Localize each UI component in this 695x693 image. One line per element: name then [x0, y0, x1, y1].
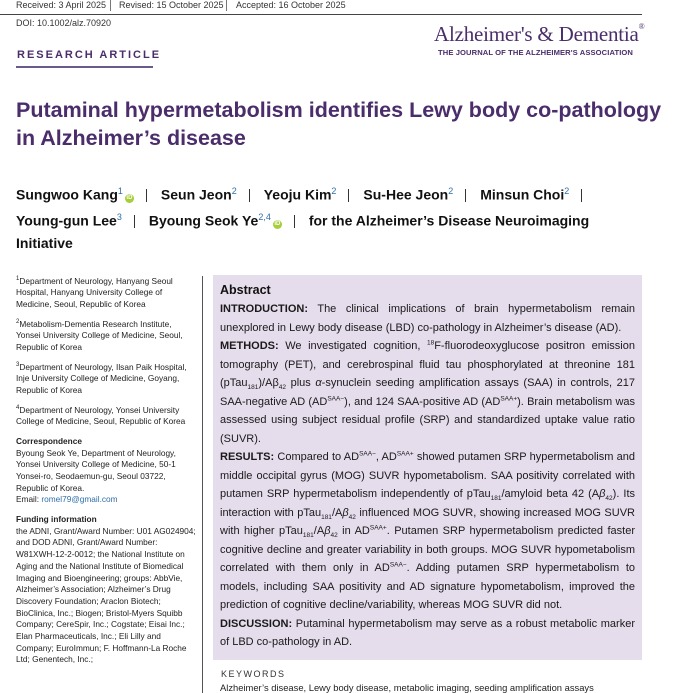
column-divider — [202, 276, 203, 693]
divider — [134, 215, 135, 228]
divider — [581, 189, 582, 202]
left-column — [16, 274, 196, 666]
abstract-introduction: INTRODUCTION: The clinical implications of brain hypermetabolism remain unexplored in Lewy body disease (LBD) co-pathology in Alzheimer’s disease (AD). — [220, 303, 636, 334]
funding-heading: Funding information — [16, 514, 97, 525]
article-type-underline — [16, 66, 153, 68]
author[interactable]: Young-gun Lee$^3$ — [16, 212, 122, 229]
divider — [294, 215, 295, 228]
author[interactable]: Yeoju Kim$^2$ — [263, 186, 337, 203]
abstract-methods: METHODS: We investigated cognition, $^{18}$F-fluorodeoxyglucose positron emission tomography (PET), and cerebrospinal fluid tau phosphorylated at threonine 181 $(pTau_{181})/A\beta_{42}$ plus α-synuclein seeding amplification assays (SAA) in controls, 217 SAA-negative AD $(AD^{SAA-})$, and 124 SAA-positive AD $(AD^{SAA+})$. Brain metabolism was assessed using subject residual profile (SRP) and standardized uptake value ratio (SUVR). — [220, 339, 636, 445]
affiliation: $^4$Department of Neurology, Yonsei University College of Medicine, Seoul, Republic of Korea — [16, 404, 186, 427]
journal-subtitle: THE JOURNAL OF THE ALZHEIMER'S ASSOCIATION — [438, 48, 634, 57]
correspondence-email-line: Email: romel79@gmail.com — [16, 494, 118, 505]
registered-mark: ® — [638, 22, 645, 31]
received-date: Received: 3 April 2025 — [16, 0, 107, 10]
author[interactable]: Minsun Choi$^2$ — [480, 186, 570, 203]
divider — [110, 0, 111, 11]
email-link[interactable]: romel79@gmail.com — [41, 494, 118, 505]
divider — [146, 189, 147, 202]
abstract-discussion: DISCUSSION: Putaminal hypermetabolism may serve as a robust metabolic marker of LBD co-pathology in AD. — [220, 617, 635, 648]
divider — [226, 0, 227, 11]
author[interactable]: Byoung Seok Ye$^{2,4}$iD — [148, 212, 281, 229]
abstract-results: RESULTS: Compared to $AD^{SAA-}$, $AD^{SAA+}$ showed putamen SRP hypermetabolism and middle occipital gyrus (MOG) SUVR hypometabolism. SAA positivity correlated with putamen SRP hypermetabolism independently of pTau$_{181}$/amyloid beta 42 $(A\beta_{42})$. Its interaction with $pTau_{181}/A\beta_{42}$ influenced MOG SUVR, showing increased MOG SUVR with higher $pTau_{181}/A\beta_{42}$ in $AD^{SAA+}$. Putamen SRP hypermetabolism predicted faster cognitive decline and greater variability in both groups. MOG SUVR hypometabolism correlated with them only in $AD^{SAA-}$. Adding putamen SRP hypermetabolism to models, including SAA positivity and AD signature hypometabolism, improved the prediction of cognitive decline/variability, whereas MOG SUVR did not. — [220, 450, 636, 611]
author-list — [16, 180, 636, 255]
article-title: Putaminal hypermetabolism identifies Lewy body co-pathology in Alzheimer’s disease — [16, 98, 662, 150]
abstract-body — [220, 300, 635, 652]
doi[interactable]: DOI: 10.1002/alz.70920 — [16, 18, 112, 28]
author[interactable]: Su-Hee Jeon$^2$ — [363, 186, 454, 203]
affiliation: $^3$Department of Neurology, Ilsan Paik Hospital, Inje University College of Medicine, Goyang, Republic of Korea — [16, 361, 187, 395]
keywords-list: Alzheimer’s disease, Lewy body disease, metabolic imaging, seeding amplification assays — [220, 682, 594, 693]
journal-logo[interactable] — [434, 22, 645, 47]
received-dates-bar — [0, 0, 642, 15]
author[interactable]: Seun Jeon$^2$ — [160, 186, 237, 203]
divider — [249, 189, 250, 202]
orcid-icon[interactable]: iD — [274, 220, 281, 227]
funding-text: the ADNI, Grant/Award Number: U01 AG024904; and DOD ADNI, Grant/Award Number: W81XWH-12-2-0012; the National Institute on Aging and the National Institute of Biomedical Imaging and Bioengineering; groups: AbbVie, Alzheimer’s Association; Alzheimer’s Drug Discovery Foundation; Araclon Biotech; BioClinica, Inc.; Biogen; Bristol-Myers Squibb Company; CereSpir, Inc.; Cogstate; Eisai Inc.; Elan Pharmaceuticals, Inc.; Eli Lilly and Company; EuroImmun; F. Hoffmann-La Roche Ltd; Genentech, Inc.; — [16, 525, 196, 665]
keywords-heading: KEYWORDS — [221, 669, 286, 679]
divider — [465, 189, 466, 202]
author[interactable]: Sungwoo Kang$^1$iD — [16, 186, 133, 203]
affiliation: $^1$Department of Neurology, Hanyang Seoul Hospital, Hanyang University College of Medicine, Seoul, Republic of Korea — [16, 275, 173, 310]
correspondence-text: Byoung Seok Ye, Department of Neurology, Yonsei University College of Medicine, 50-1 Yonsei-ro, Seodaemun-gu, Seoul 03722, Republic of Korea. — [16, 447, 176, 493]
accepted-date: Accepted: 16 October 2025 — [236, 0, 346, 10]
divider — [348, 189, 349, 202]
abstract-heading: Abstract — [220, 283, 271, 297]
journal-name: Alzheimer's & Dementia — [434, 22, 639, 46]
affiliation: $^2$Metabolism-Dementia Research Institute, Yonsei University College of Medicine, Seoul, Republic of Korea — [16, 318, 183, 353]
author-group[interactable]: for the Alzheimer’s Disease Neuroimaging Initiative — [16, 212, 590, 252]
correspondence-heading: Correspondence — [16, 435, 82, 446]
revised-date: Revised: 15 October 2025 — [119, 0, 224, 10]
article-type: RESEARCH ARTICLE — [17, 49, 162, 61]
orcid-icon[interactable]: iD — [126, 194, 133, 201]
